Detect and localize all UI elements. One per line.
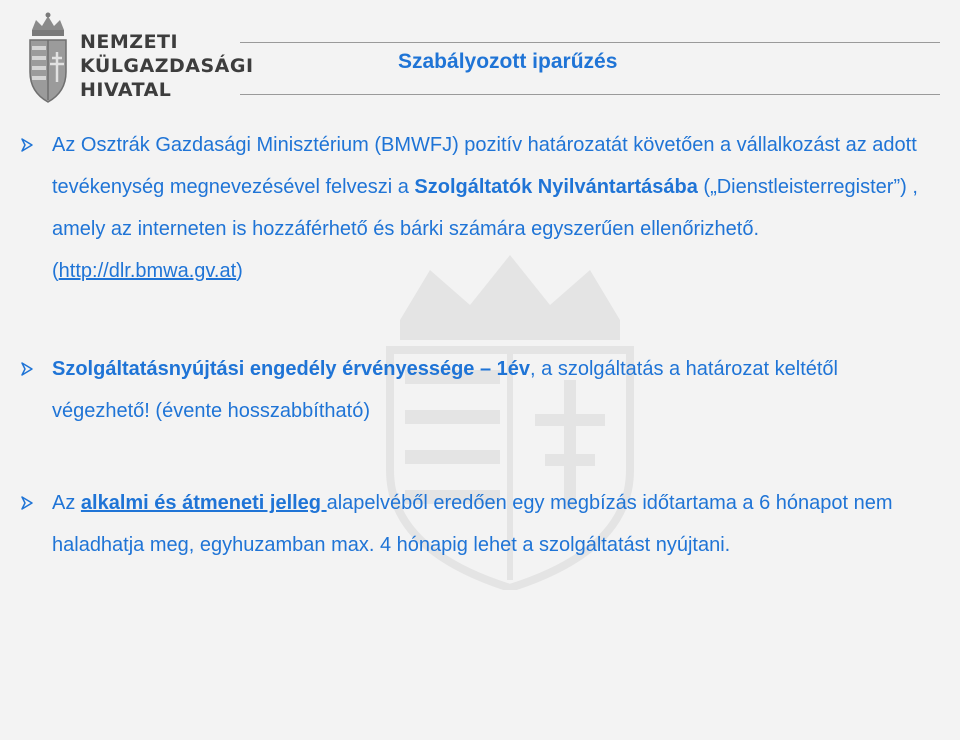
bullet-temporary-nature bbox=[52, 482, 932, 566]
bullet-text: , a szolgáltatás a határozat keltétől végezhető! (évente hosszabbítható) bbox=[52, 358, 838, 422]
agency-name bbox=[80, 30, 254, 102]
arrowhead-bullet-icon bbox=[20, 482, 34, 524]
logo-line-3: HIVATAL bbox=[80, 79, 172, 101]
temporary-nature-term: alkalmi és átmeneti jelleg bbox=[80, 492, 327, 514]
header-divider-bottom bbox=[240, 94, 940, 95]
arrowhead-bullet-icon bbox=[20, 124, 34, 166]
bullet-text: ) bbox=[236, 260, 243, 282]
bullet-registry bbox=[52, 124, 932, 292]
agency-logo bbox=[22, 12, 254, 108]
coat-of-arms-icon bbox=[22, 12, 74, 108]
bullet-text: („Dienstleisterregister”) , amely az interneten is hozzáférhető és bárki számára egyszerűen ellenőrizhető. ( bbox=[52, 176, 918, 282]
bullet-permit-validity bbox=[52, 348, 932, 432]
arrowhead-bullet-icon bbox=[20, 348, 34, 390]
bullet-text: Az Osztrák Gazdasági Minisztérium (BMWFJ) pozitív határozatát követően a vállalkozást az adott tevékenység megnevezésével felveszi a bbox=[52, 134, 917, 198]
header-divider-top bbox=[240, 42, 940, 43]
registry-name: Szolgáltatók Nyilvántartásába bbox=[414, 176, 698, 198]
logo-line-2: KÜLGAZDASÁGI bbox=[80, 55, 254, 77]
registry-link[interactable]: http://dlr.bmwa.gv.at bbox=[58, 260, 237, 282]
bullet-text: Az bbox=[52, 492, 81, 514]
bullet-text: alapelvéből eredően egy megbízás időtartama a 6 hónapot nem haladhatja meg, egyhuzamban max. 4 hónapig lehet a szolgáltatást nyújtani. bbox=[52, 492, 893, 556]
logo-line-1: NEMZETI bbox=[80, 31, 179, 53]
permit-validity-heading: Szolgáltatásnyújtási engedély érvényessége – 1év bbox=[52, 358, 531, 380]
page-title: Szabályozott iparűzés bbox=[398, 50, 618, 73]
